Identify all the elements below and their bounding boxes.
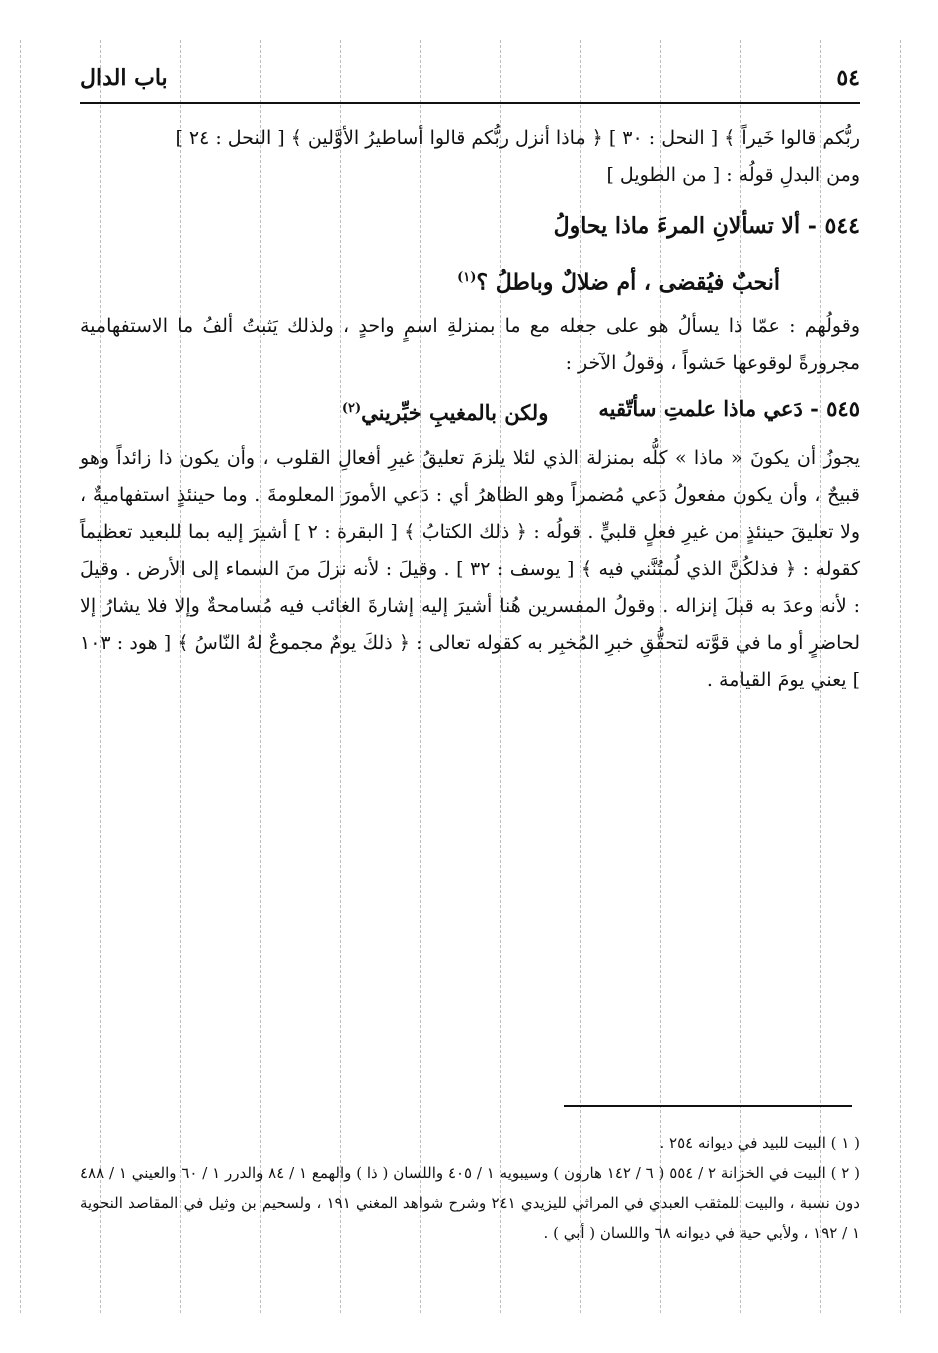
footnote-marker: (٢) xyxy=(341,401,362,417)
paragraph: يجوزُ أن يكونَ « ماذا » كلُّه بمنزلة الذي لئلا يلزمَ تعليقُ غيرِ أفعالِ القلوب ، وأن يكون ذا زائداً وهو قبيحٌ ، وأن يكون مفعولُ دَعي مُضمراً وهو الظاهرُ أي : دَعي الأمورَ المعلومةَ . وما حينئذٍ استفهاميةٌ ، ولا تعليقَ حينئذٍ من غيرِ فعلٍ قلبيٍّ . قولُه : ﴿ ذلك الكتابُ ﴾ [ البقرة : ٢ ] أشيرَ إليه بما للبعيد تعظيماً كقوله : ﴿ فذلكُنَّ الذي لُمتُنَّني فيه ﴾ [ يوسف : ٣٢ ] . وقيلَ : لأنه نزلَ منَ السماء إلى الأرض . وقيلَ : لأنه وعدَ به قبلَ إنزاله . وقولُ المفسرين هُنا أشيرَ إليه إشارةَ الغائب فيه مُسامحةٌ وإلا فلا يشارُ إلا لحاضرٍ أو ما في قوَّته لتحقُّقِ خبرِ المُخبِر به كقوله تعالى : ﴿ ذلكَ يومٌ مجموعٌ لهُ النّاسُ ﴾ [ هود : ١٠٣ ] يعني يومَ القيامة . xyxy=(80,447,860,692)
verse-544-first-hemistich: ٥٤٤ - ألا تسألانِ المرءَ ماذا يحاولُ xyxy=(553,213,860,239)
text-line: ومن البدلِ قولُه : [ من الطويل ] xyxy=(606,164,860,186)
page-number: ٥٤ xyxy=(836,65,860,91)
footnote-1: ( ١ ) البيت للبيد في ديوانه ٢٥٤ . xyxy=(659,1134,860,1152)
header-divider xyxy=(80,102,860,104)
margin-guide-line xyxy=(900,40,901,1313)
main-text xyxy=(80,120,860,699)
verse-545-first-hemistich: ٥٤٥ - دَعي ماذا علمتِ سأتّقيه xyxy=(598,396,860,422)
page-header xyxy=(80,60,860,96)
footnotes xyxy=(80,1128,860,1248)
text-line: ربُّكم قالوا خَيراً ﴾ [ النحل : ٣٠ ] ﴿ ماذا أنزل ربُّكم قالوا أساطيرُ الأوَّلين ﴾ [ النحل : ٢٤ ] xyxy=(175,127,860,149)
footnote-marker: (١) xyxy=(457,270,477,285)
footnote-divider xyxy=(564,1105,852,1107)
verse-545-second-hemistich: ولكن بالمغيبِ خبِّريني$^{(٢)}$ xyxy=(341,400,549,426)
margin-guide-line xyxy=(20,40,21,1313)
footnote-2: ( ٢ ) البيت في الخزانة ٢ / ٥٥٤ ( ٦ / ١٤٢ هارون ) وسيبويه ١ / ٤٠٥ واللسان ( ذا ) والهمع ١ / ٨٤ والدرر ١ / ٦٠ والعيني ١ / ٤٨٨ دون نسبة ، والبيت للمثقب العبدي في المراثي لليزيدي ٢٤١ وشرح شواهد المغني ١٩١ ، ولسحيم بن وثيل في المقاصد النحوية ١ / ١٩٢ ، ولأبي حية في ديوانه ٦٨ واللسان ( أبي ) . xyxy=(80,1164,861,1242)
verse-545 xyxy=(80,382,860,440)
chapter-title: باب الدال xyxy=(80,65,168,91)
verse-544-second-hemistich: أنحبٌ فيُقضى ، أم ضلالٌ وباطلُ ؟$^{(١)}$ xyxy=(457,269,780,296)
paragraph: وقولُهم : عمّا ذا يسألُ هو على جعله مع ما بمنزلةِ اسمٍ واحدٍ ، ولذلك يَثبتُ ألفُ ما الاستفهامية مجرورةً لوقوعها حَشواً ، وقولُ الآخر : xyxy=(80,315,860,375)
